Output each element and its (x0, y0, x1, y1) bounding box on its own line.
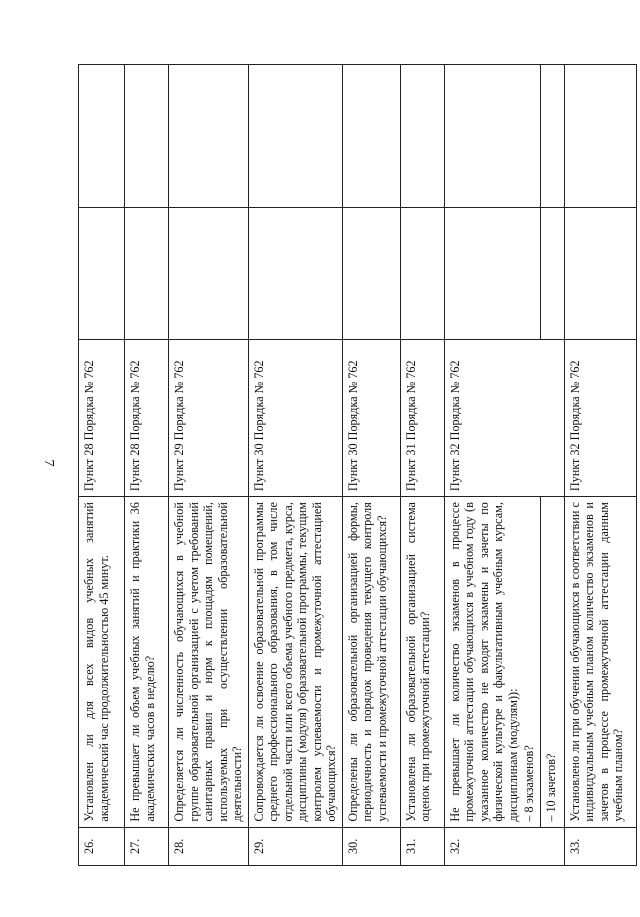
answer-cell (400, 208, 444, 340)
question-subitem: – 8 экзаменов? (522, 745, 536, 822)
row-number: 28. (169, 827, 249, 865)
question-cell: – 10 зачетов? (540, 497, 564, 828)
question-cell: Установлен ли для всех видов учебных занятий академический час продолжительностью 45 минут. (79, 497, 125, 828)
answer-cell (444, 208, 540, 340)
note-cell (125, 65, 169, 208)
answer-cell (564, 208, 636, 340)
question-cell: Сопровождается ли освоение образовательной программы среднего профессионального образования, в том числе отдельной части или всего объема учебного предмета, курса, дисциплины (модуля) образовательной программы, текущим контролем успеваемости и промежуточной аттестацией обучающихся? (248, 497, 342, 828)
question-cell: Установлена ли образовательной организацией система оценок при промежуточной аттестации? (400, 497, 444, 828)
row-number: 33. (564, 827, 636, 865)
table-row (342, 65, 400, 866)
row-number: 26. (79, 827, 125, 865)
note-cell (169, 65, 249, 208)
answer-cell (342, 208, 400, 340)
table-row (79, 65, 125, 866)
note-cell (79, 65, 125, 208)
table-row (125, 65, 169, 866)
reference-cell: Пункт 28 Порядка № 762 (125, 339, 169, 497)
row-number: 31. (400, 827, 444, 865)
row-number: 30. (342, 827, 400, 865)
answer-cell (125, 208, 169, 340)
reference-cell: Пункт 31 Порядка № 762 (400, 339, 444, 497)
question-text: Не превышает ли количество экзаменов в процессе промежуточной аттестации обучающихся в учебном году (в указанное количество не входят экзамены и зачеты по физической культуре и факультативным учебным курсам, дисциплинам (модулям)): (447, 502, 520, 822)
answer-cell (540, 208, 564, 340)
answer-cell (169, 208, 249, 340)
reference-cell: Пункт 30 Порядка № 762 (248, 339, 342, 497)
note-cell (444, 65, 540, 208)
row-number: 27. (125, 827, 169, 865)
note-cell (400, 65, 444, 208)
table-row (169, 65, 249, 866)
reference-cell: Пункт 32 Порядка № 762 (564, 339, 636, 497)
row-number: 32. (444, 827, 564, 865)
table-row (564, 65, 636, 866)
table-row (400, 65, 444, 866)
question-cell: Определяется ли численность обучающихся в учебной группе образовательной организацией с учетом требований санитарных правил и норм к площадям помещений, используемых при осуществлении образовательной деятельности? (169, 497, 249, 828)
question-cell: Установлено ли при обучении обучающихся в соответствии с индивидуальным учебным планом количество экзаменов и зачетов в процессе промежуточной аттестации данным учебным планом? (564, 497, 636, 828)
rotated-table-container (78, 64, 625, 866)
table-row (444, 65, 540, 866)
reference-cell: Пункт 32 Порядка № 762 (444, 339, 564, 497)
question-cell (444, 497, 540, 828)
reference-cell: Пункт 30 Порядка № 762 (342, 339, 400, 497)
note-cell (342, 65, 400, 208)
page-number: 7 (41, 459, 56, 467)
reference-cell: Пункт 29 Порядка № 762 (169, 339, 249, 497)
note-cell (564, 65, 636, 208)
reference-cell: Пункт 28 Порядка № 762 (79, 339, 125, 497)
row-number: 29. (248, 827, 342, 865)
answer-cell (79, 208, 125, 340)
checklist-table (78, 64, 637, 866)
question-cell: Не превышает ли объем учебных занятий и практики 36 академических часов в неделю? (125, 497, 169, 828)
table-row (248, 65, 342, 866)
note-cell (540, 65, 564, 208)
note-cell (248, 65, 342, 208)
question-cell: Определены ли образовательной организацией формы, периодичность и порядок проведения текущего контроля успеваемости и промежуточной аттестации обучающихся? (342, 497, 400, 828)
answer-cell (248, 208, 342, 340)
